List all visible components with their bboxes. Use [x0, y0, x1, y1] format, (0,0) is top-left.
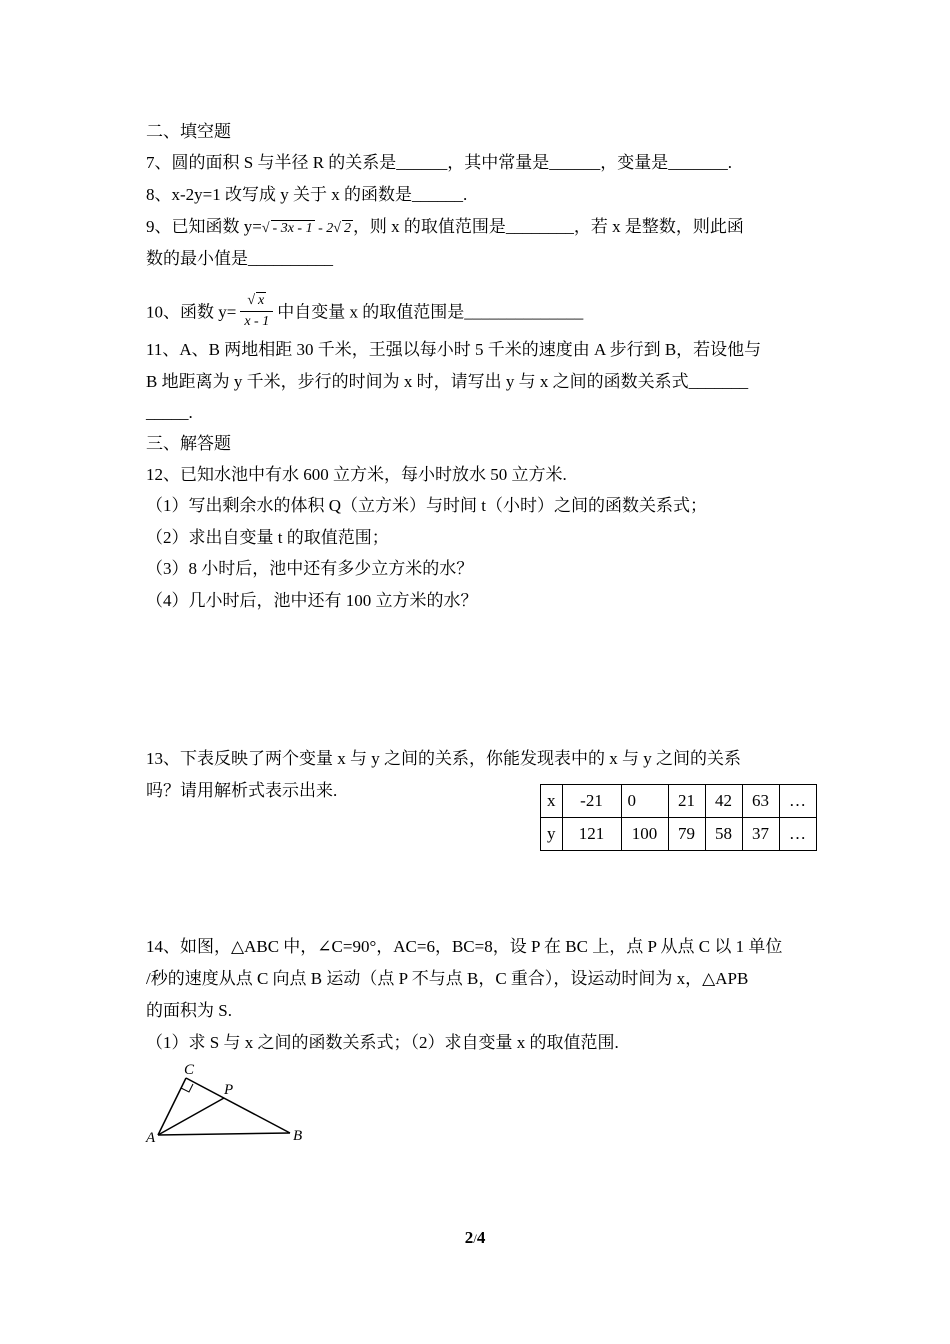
q9-radicand: - 3x - 1: [272, 221, 313, 236]
table-cell: 63: [742, 785, 779, 818]
label-b: B: [293, 1128, 303, 1144]
table-cell: 58: [705, 818, 742, 851]
table-cell: 42: [705, 785, 742, 818]
table-cell: 0: [621, 785, 668, 818]
q10-num-radicand: x: [258, 293, 265, 308]
triangle-figure: [140, 1060, 320, 1150]
q10-numerator: √ x: [240, 291, 273, 312]
label-a: A: [146, 1130, 156, 1146]
page-current: 2: [464, 1228, 474, 1247]
q10-fraction: [240, 291, 273, 332]
q9-radicand-2: 2: [343, 221, 351, 236]
table-header-y: y: [541, 818, 563, 851]
table-cell: …: [779, 818, 816, 851]
side-cb: [186, 1078, 290, 1133]
question-14-line1: 14、如图，△ABC 中，∠C=90°，AC=6，BC=8，设 P 在 BC 上，点 P 从点 C 以 1 单位: [146, 937, 783, 956]
q10-suffix: 中自变量 x 的取值范围是______________: [277, 302, 584, 322]
q9-sqrt-sign-2: √: [333, 221, 341, 236]
question-13-line2: 吗？请用解析式表示出来.: [146, 781, 338, 800]
page-number: [0, 1228, 950, 1248]
question-9: [146, 215, 744, 241]
table-header-x: x: [541, 785, 563, 818]
question-7: 7、圆的面积 S 与半径 R 的关系是______，其中常量是______，变量是_______.: [146, 153, 733, 172]
section-answer: 三、解答题: [146, 434, 231, 453]
label-c: C: [184, 1062, 195, 1078]
table-cell: 79: [668, 818, 705, 851]
question-14-line2: /秒的速度从点 C 向点 B 运动（点 P 不与点 B，C 重合），设运动时间为 x，△APB: [146, 969, 749, 988]
question-10: [146, 293, 583, 334]
side-ab: [158, 1133, 290, 1135]
question-12-4: （4）几小时后，池中还有 100 立方米的水？: [146, 591, 478, 610]
question-12-1: （1）写出剩余水的体积 Q（立方米）与时间 t（小时）之间的函数关系式；: [146, 496, 707, 515]
page-slash: /: [473, 1231, 477, 1246]
q10-denominator: x - 1: [244, 314, 270, 329]
label-p: P: [224, 1082, 234, 1098]
table-cell: 121: [562, 818, 621, 851]
question-11-line2: B 地距离为 y 千米，步行的时间为 x 时，请写出 y 与 x 之间的函数关系式_______: [146, 372, 749, 391]
question-11-line3: _____.: [146, 403, 193, 422]
question-14-line3: 的面积为 S.: [146, 1001, 232, 1020]
table-cell: 21: [668, 785, 705, 818]
q10-prefix: 10、函数 y=: [146, 302, 237, 322]
xy-table: [540, 784, 817, 851]
question-8: 8、x-2y=1 改写成 y 关于 x 的函数是______.: [146, 185, 468, 204]
table-row: [541, 785, 817, 818]
table-cell: …: [779, 785, 816, 818]
q9-mid: - 2: [314, 221, 334, 236]
question-11-line1: 11、A、B 两地相距 30 千米，王强以每小时 5 千米的速度由 A 步行到 B，若设他与: [146, 340, 762, 359]
table-cell: 37: [742, 818, 779, 851]
q9-prefix: 9、已知函数 y=: [146, 217, 262, 236]
question-9-line2: 数的最小值是__________: [146, 249, 333, 268]
page-total: 4: [476, 1228, 486, 1247]
q9-suffix: ，则 x 的取值范围是________，若 x 是整数，则此函: [352, 217, 744, 236]
question-12-3: （3）8 小时后，池中还有多少立方米的水？: [146, 559, 474, 578]
table-cell: -21: [562, 785, 621, 818]
section-fill-in: 二、填空题: [146, 122, 231, 141]
question-12: 12、已知水池中有水 600 立方米，每小时放水 50 立方米.: [146, 465, 567, 484]
table-cell: 100: [621, 818, 668, 851]
q9-sqrt-sign: √: [261, 221, 270, 236]
question-14-subparts: （1）求 S 与 x 之间的函数关系式；（2）求自变量 x 的取值范围.: [146, 1033, 619, 1052]
question-13-line1: 13、下表反映了两个变量 x 与 y 之间的关系，你能发现表中的 x 与 y 之间的关系: [146, 749, 741, 768]
question-12-2: （2）求出自变量 t 的取值范围；: [146, 528, 389, 547]
table-row: [541, 818, 817, 851]
